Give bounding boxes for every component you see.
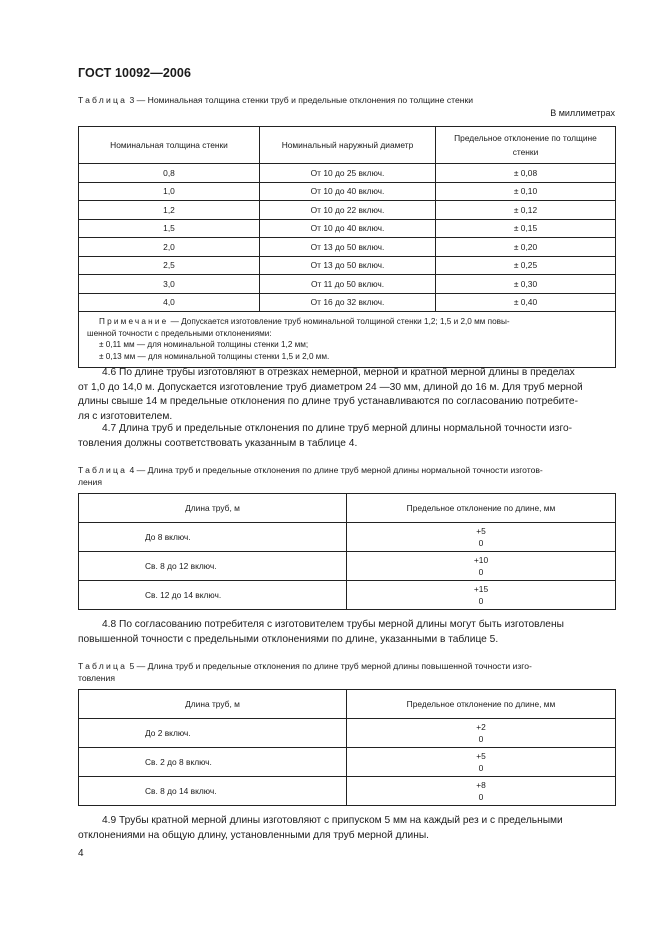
upper-tolerance: +2 xyxy=(476,722,486,732)
lower-tolerance: 0 xyxy=(478,734,484,744)
table4-header-length: Длина труб, м xyxy=(79,494,347,523)
length-cell: Св. 2 до 8 включ. xyxy=(79,748,347,777)
tolerance-cell xyxy=(347,581,616,610)
paragraph-4-8: 4.8 По согласованию потребителя с изготовителем трубы мерной длины могут быть изготовлены повышенной точности с предельными отклонениями по длине, указанными в таблице 5. xyxy=(78,619,564,645)
diameter-cell: От 10 до 40 включ. xyxy=(260,219,436,238)
lower-tolerance: 0 xyxy=(478,538,484,548)
diameter-cell: От 10 до 25 включ. xyxy=(260,164,436,183)
table-row xyxy=(79,164,616,183)
upper-tolerance: +10 xyxy=(473,555,489,565)
lower-tolerance: 0 xyxy=(478,567,484,577)
tolerance-cell: ± 0,15 xyxy=(436,219,616,238)
table4 xyxy=(78,493,616,610)
note-prefix: Примечание xyxy=(99,317,169,326)
thickness-cell: 3,0 xyxy=(79,275,260,294)
table3-note: Примечание — Допускается изготовление труб номинальной толщиной стенки 1,2; 1,5 и 2,0 мм повы- шенной точности с предельными отклонениями: ± 0,11 мм — для номинальной толщины стенки 1,2 мм; ± 0,13 мм — для номинальной толщины стенки 1,5 и 2,0 мм. xyxy=(79,312,616,368)
table3-caption-prefix: Таблица xyxy=(78,95,128,105)
tolerance-cell: ± 0,30 xyxy=(436,275,616,294)
table5-header-tolerance: Предельное отклонение по длине, мм xyxy=(347,690,616,719)
table5 xyxy=(78,689,616,806)
diameter-cell: От 10 до 40 включ. xyxy=(260,182,436,201)
diameter-cell: От 16 до 32 включ. xyxy=(260,293,436,312)
length-cell: Св. 8 до 12 включ. xyxy=(79,552,347,581)
lower-tolerance: 0 xyxy=(478,763,484,773)
tolerance-cell xyxy=(347,552,616,581)
thickness-cell: 4,0 xyxy=(79,293,260,312)
thickness-cell: 2,5 xyxy=(79,256,260,275)
table3-header-tolerance: Предельное отклонение по толщине стенки xyxy=(436,127,616,164)
table-row xyxy=(79,552,616,581)
thickness-cell: 1,0 xyxy=(79,182,260,201)
table-row xyxy=(79,256,616,275)
lower-tolerance: 0 xyxy=(478,596,484,606)
table-row xyxy=(79,581,616,610)
length-cell: Св. 12 до 14 включ. xyxy=(79,581,347,610)
table-row xyxy=(79,201,616,220)
table3-caption xyxy=(78,94,616,106)
diameter-cell: От 11 до 50 включ. xyxy=(260,275,436,294)
diameter-cell: От 13 до 50 включ. xyxy=(260,238,436,257)
table4-header-tolerance: Предельное отклонение по длине, мм xyxy=(347,494,616,523)
tolerance-cell: ± 0,10 xyxy=(436,182,616,201)
tolerance-cell: ± 0,40 xyxy=(436,293,616,312)
lower-tolerance: 0 xyxy=(478,792,484,802)
thickness-cell: 2,0 xyxy=(79,238,260,257)
table3-header-thickness: Номинальная толщина стенки xyxy=(79,127,260,164)
tolerance-cell: ± 0,25 xyxy=(436,256,616,275)
thickness-cell: 0,8 xyxy=(79,164,260,183)
table-row xyxy=(79,523,616,552)
tolerance-cell xyxy=(347,777,616,806)
tolerance-cell xyxy=(347,748,616,777)
thickness-cell: 1,2 xyxy=(79,201,260,220)
tolerance-cell: ± 0,20 xyxy=(436,238,616,257)
table-row xyxy=(79,293,616,312)
diameter-cell: От 13 до 50 включ. xyxy=(260,256,436,275)
upper-tolerance: +5 xyxy=(476,526,486,536)
table3 xyxy=(78,126,616,368)
table-row xyxy=(79,238,616,257)
length-cell: Св. 8 до 14 включ. xyxy=(79,777,347,806)
upper-tolerance: +15 xyxy=(473,584,489,594)
length-cell: До 2 включ. xyxy=(79,719,347,748)
table-row xyxy=(79,777,616,806)
page-number: 4 xyxy=(78,848,84,859)
table4-caption: Таблица 4 — Длина труб и предельные отклонения по длине труб мерной длины нормальной точности изготов- ления xyxy=(78,465,543,487)
table3-header-diameter: Номинальный наружный диаметр xyxy=(260,127,436,164)
tolerance-cell xyxy=(347,523,616,552)
paragraph-4-9: 4.9 Трубы кратной мерной длины изготовляют с припуском 5 мм на каждый рез и с предельными отклонениями на общую длину, установленными для труб мерной длины. xyxy=(78,815,563,841)
table3-caption-text: 3 — Номинальная толщина стенки труб и предельные отклонения по толщине стенки xyxy=(127,95,474,105)
paragraph-4-6: 4.6 По длине трубы изготовляют в отрезках немерной, мерной и кратной мерной длины в пределах от 1,0 до 14,0 м. Допускается изготовление труб диаметром 24 —30 мм, длиной до 16 м. Для труб мерной длины свыше 14 м предельные отклонения по длине труб устанавливаются по согласованию потребите- ля с изготовителем. xyxy=(78,367,583,423)
upper-tolerance: +5 xyxy=(476,751,486,761)
table5-caption: Таблица 5 — Длина труб и предельные отклонения по длине труб мерной длины повышенной точности изго- товления xyxy=(78,661,532,683)
table5-header-length: Длина труб, м xyxy=(79,690,347,719)
table-row xyxy=(79,748,616,777)
document-header: ГОСТ 10092—2006 xyxy=(78,66,192,80)
table-row xyxy=(79,219,616,238)
table-row xyxy=(79,275,616,294)
length-cell: До 8 включ. xyxy=(79,523,347,552)
table-row xyxy=(79,719,616,748)
paragraph-4-7: 4.7 Длина труб и предельные отклонения по длине труб мерной длины нормальной точности изго- товления должны соответствовать указанным в таблице 4. xyxy=(78,423,573,449)
tolerance-cell xyxy=(347,719,616,748)
table3-units: В миллиметрах xyxy=(550,108,615,118)
thickness-cell: 1,5 xyxy=(79,219,260,238)
table-row xyxy=(79,182,616,201)
tolerance-cell: ± 0,12 xyxy=(436,201,616,220)
upper-tolerance: +8 xyxy=(476,780,486,790)
diameter-cell: От 10 до 22 включ. xyxy=(260,201,436,220)
tolerance-cell: ± 0,08 xyxy=(436,164,616,183)
